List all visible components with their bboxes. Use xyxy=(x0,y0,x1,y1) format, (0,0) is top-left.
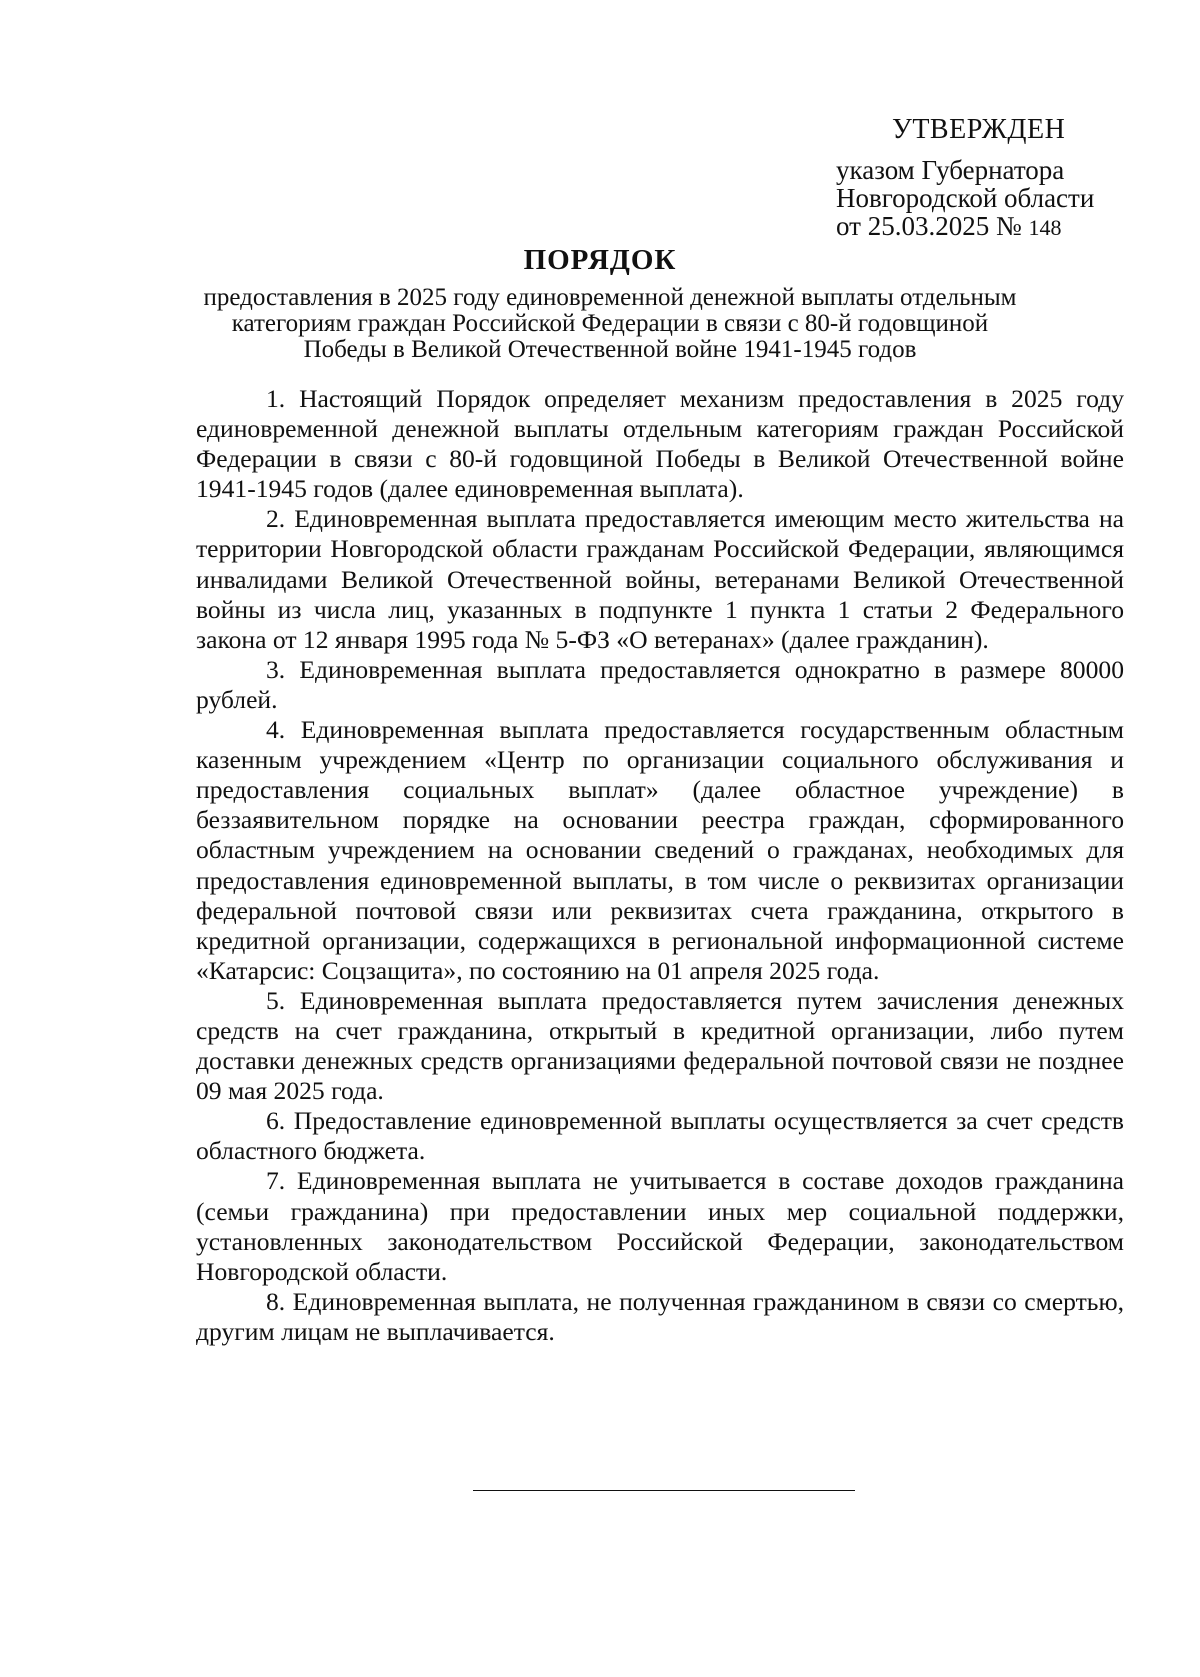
paragraph-5: 5. Единовременная выплата предоставляется путем зачисления денежных средств на счет гражданина, открытый в кредитной организации, либо путем доставки денежных средств организациями федеральной почтовой связи не позднее 09 мая 2025 года. xyxy=(196,985,1124,1106)
paragraph-2: 2. Единовременная выплата предоставляется имеющим место жительства на территории Новгородской области гражданам Российской Федерации, являющимся инвалидами Великой Отечественной войны, ветеранами Великой Отечественной войны из числа лиц, указанных в подпункте 1 пункта 1 статьи 2 Федерального закона от 12 января 1995 года № 5-ФЗ «О ветеранах» (далее гражданин). xyxy=(196,504,1124,654)
approval-issuer-line: указом Губернатора xyxy=(836,155,1065,185)
document-subtitle: предоставления в 2025 году единовременной денежной выплаты отдельным категориям граждан Российской Федерации в связи с 80-й годовщиной Победы в Великой Отечественной войне 1941-1945 годов xyxy=(203,284,1017,363)
document-body xyxy=(196,384,1124,1347)
approval-region-line: Новгородской области xyxy=(836,183,1095,213)
approval-stamp-block xyxy=(836,116,1136,242)
paragraph-3: 3. Единовременная выплата предоставляется однократно в размере 80000 рублей. xyxy=(196,654,1124,714)
paragraph-4: 4. Единовременная выплата предоставляется государственным областным казенным учреждением «Центр по организации социального обслуживания и предоставления социальных выплат» (далее областное учреждение) в беззаявительном порядке на основании реестра граждан, сформированного областным учреждением на основании сведений о гражданах, необходимых для предоставления единовременной выплаты, в том числе о реквизитах организации федеральной почтовой связи или реквизитах счета гражданина, открытого в кредитной организации, содержащихся в региональной информационной системе «Катарсис: Соцзащита», по состоянию на 01 апреля 2025 года. xyxy=(196,715,1124,985)
approval-number: 148 xyxy=(1028,215,1062,240)
paragraph-1: 1. Настоящий Порядок определяет механизм предоставления в 2025 году единовременной денежной выплаты отдельным категориям граждан Российской Федерации в связи с 80-й годовщиной Победы в Великой Отечественной войне 1941-1945 годов (далее единовременная выплата). xyxy=(196,384,1124,504)
document-title: ПОРЯДОК xyxy=(523,244,677,276)
closing-separator-line xyxy=(473,1490,855,1491)
approval-date: от 25.03.2025 № xyxy=(836,211,1022,241)
approval-title: УТВЕРЖДЕН xyxy=(892,114,1066,145)
paragraph-7: 7. Единовременная выплата не учитывается в составе доходов гражданина (семьи гражданина) при предоставлении иных мер социальной поддержки, установленных законодательством Российской Федерации, законодательством Новгородской области. xyxy=(196,1166,1124,1286)
approval-date-line xyxy=(836,212,1136,242)
paragraph-6: 6. Предоставление единовременной выплаты осуществляется за счет средств областного бюджета. xyxy=(196,1106,1124,1166)
paragraph-8: 8. Единовременная выплата, не полученная гражданином в связи со смертью, другим лицам не выплачивается. xyxy=(196,1286,1124,1346)
